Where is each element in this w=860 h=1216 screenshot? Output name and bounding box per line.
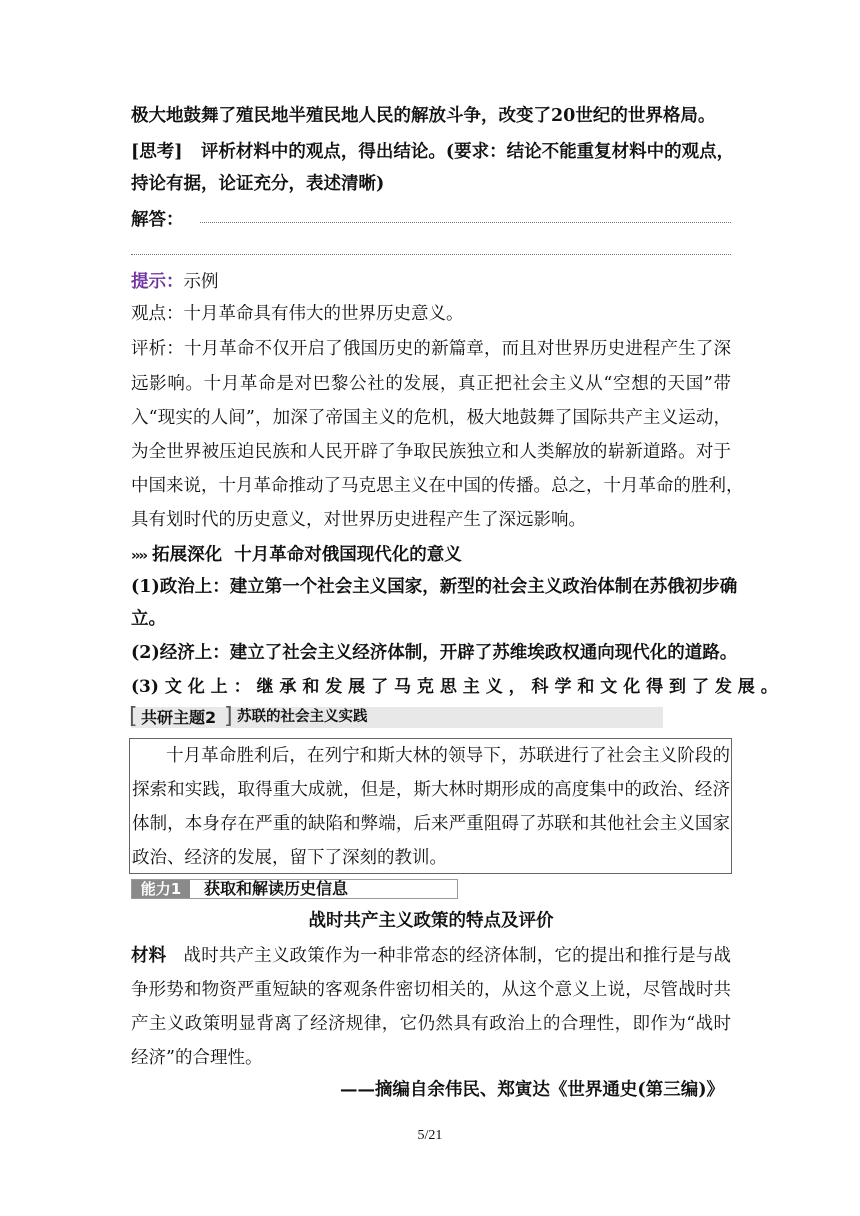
think-tag: [思考] xyxy=(131,142,183,162)
ability-subtitle: 获取和解读历史信息 xyxy=(204,879,349,898)
answer-blank-line-2[interactable] xyxy=(131,254,731,255)
section-title: 战时共产主义政策的特点及评价 xyxy=(308,911,554,931)
ability-header xyxy=(131,879,458,899)
box-line: 政治、经济的发展，留下了深刻的教训。 xyxy=(132,848,447,868)
answer-label: 解答： xyxy=(131,210,184,230)
material-label: 材料 xyxy=(131,946,167,966)
hint-text: 示例 xyxy=(183,272,219,292)
analysis-line: 为全世界被压迫民族和人民开辟了争取民族独立和人类解放的崭新道路。对于 xyxy=(131,442,731,462)
material-text: 战时共产主义政策作为一种非常态的经济体制，它的提出和推行是与战 xyxy=(183,946,731,966)
material-line xyxy=(131,944,731,968)
analysis-line: 评析：十月革命不仅开启了俄国历史的新篇章，而且对世界历史进程产生了深 xyxy=(131,339,731,359)
arrows-icon: ›››› xyxy=(131,548,147,564)
analysis-line: 具有划时代的历史意义，对世界历史进程产生了深远影响。 xyxy=(131,510,586,530)
analysis-line: 入“现实的人间”，加深了帝国主义的危机，极大地鼓舞了国际共产主义运动， xyxy=(131,408,731,428)
material-source: ——摘编自余伟民、郑寅达《世界通史(第三编)》 xyxy=(339,1080,724,1100)
box-line: 十月革命胜利后，在列宁和斯大林的领导下，苏联进行了社会主义阶段的 xyxy=(166,746,730,766)
topic-bracket-close: ] xyxy=(224,704,233,729)
think-text-1: 评析材料中的观点，得出结论。(要求：结论不能重复材料中的观点， xyxy=(200,142,735,162)
expand-item: (2)经济上：建立了社会主义经济体制，开辟了苏维埃政权通向现代化的道路。 xyxy=(131,643,738,663)
topic-subtitle: 苏联的社会主义实践 xyxy=(237,709,368,725)
ability-tag: 能力1 xyxy=(132,880,190,898)
think-line-1 xyxy=(131,140,735,164)
topic-intro-box xyxy=(129,738,732,874)
hint-viewpoint: 观点：十月革命具有伟大的世界历史意义。 xyxy=(131,304,464,324)
topic-bracket-open: [ xyxy=(129,704,138,729)
think-line-2: 持论有据，论证充分，表述清晰) xyxy=(131,174,385,194)
material-line: 经济”的合理性。 xyxy=(131,1048,263,1068)
topic-tag: 共研主题2 xyxy=(141,708,217,727)
answer-blank-line-1[interactable] xyxy=(200,222,731,223)
intro-line: 极大地鼓舞了殖民地半殖民地人民的解放斗争，改变了20世纪的世界格局。 xyxy=(131,106,716,126)
expand-heading xyxy=(131,543,731,568)
expand-item: 立。 xyxy=(131,609,166,629)
topic-header xyxy=(129,704,663,729)
material-line: 争形势和物资严重短缺的客观条件密切相关的，从这个意义上说，尽管战时共 xyxy=(131,980,731,1000)
expand-item: (1)政治上：建立第一个社会主义国家，新型的社会主义政治体制在苏俄初步确 xyxy=(131,577,738,597)
expand-item: (3) 文 化 上 ： 继 承 和 发 展 了 马 克 思 主 义 ， 科 学 和 文 化 得 到 了 发 展 。 xyxy=(131,677,778,697)
expand-label: 拓展深化 xyxy=(152,545,223,565)
analysis-line: 中国来说，十月革命推动了马克思主义在中国的传播。总之，十月革命的胜利， xyxy=(131,476,744,496)
expand-title: 十月革命对俄国现代化的意义 xyxy=(234,545,462,565)
hint-line xyxy=(131,270,731,294)
material-line: 产主义政策明显背离了经济规律，它仍然具有政治上的合理性，即作为“战时 xyxy=(131,1014,731,1034)
hint-label: 提示： xyxy=(131,272,184,292)
analysis-line: 远影响。十月革命是对巴黎公社的发展，真正把社会主义从“空想的天国”带 xyxy=(131,374,731,394)
box-line: 体制，本身存在严重的缺陷和弊端，后来严重阻碍了苏联和其他社会主义国家 xyxy=(132,814,730,834)
page-number: 5/21 xyxy=(417,1128,443,1143)
box-line: 探索和实践，取得重大成就，但是，斯大林时期形成的高度集中的政治、经济 xyxy=(132,780,730,800)
